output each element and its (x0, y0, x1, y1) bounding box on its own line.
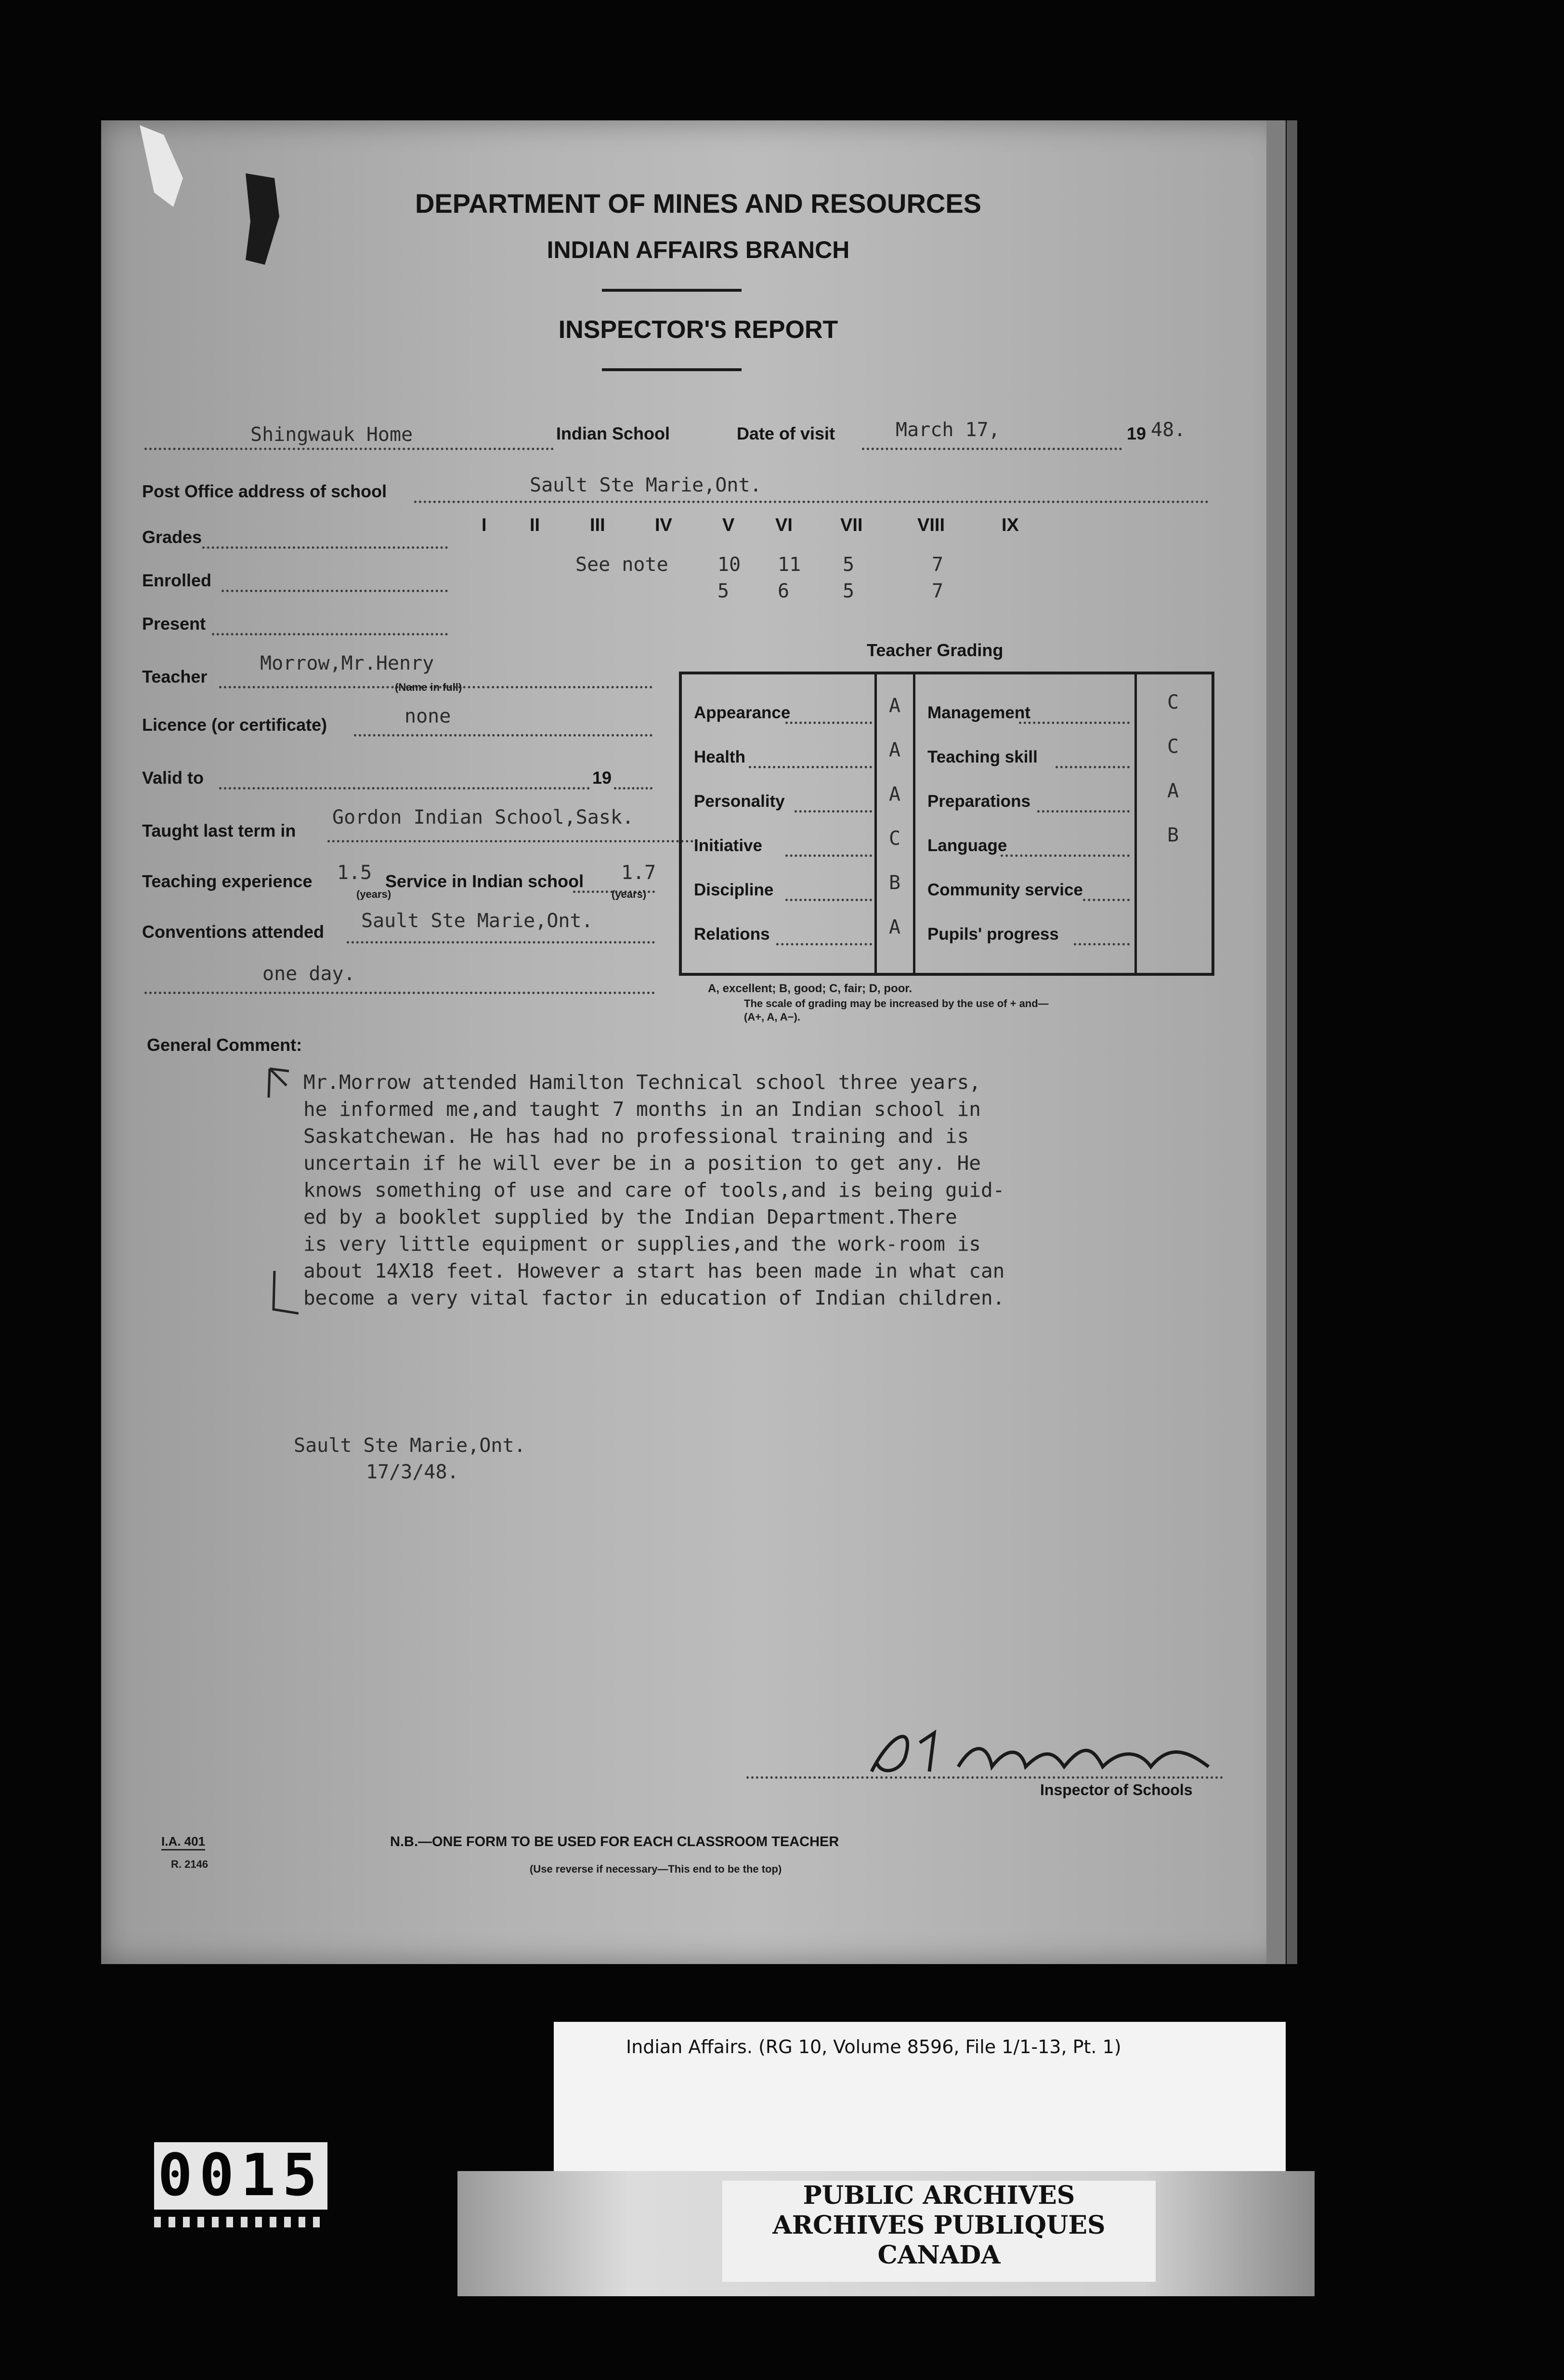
year-prefix: 19 (1127, 424, 1147, 443)
teacher-grading-table (679, 672, 1214, 976)
date-line-bottom: 17/3/48. (366, 1461, 459, 1483)
grading-label: Teaching skill (927, 748, 1038, 766)
grade-value: 5 (717, 580, 730, 602)
stamp-line: PUBLIC ARCHIVES (803, 2181, 1075, 2210)
licence-label: Licence (or certificate) (142, 715, 327, 735)
teaching-experience-label: Teaching experience (142, 871, 313, 891)
grading-value: B (1167, 824, 1179, 846)
heading-rule (602, 289, 742, 292)
post-office-label: Post Office address of school (142, 481, 387, 501)
grading-value: A (888, 916, 901, 938)
grade-header: VIII (917, 515, 945, 535)
grading-label: Preparations (927, 792, 1030, 811)
general-comment-label: General Comment: (147, 1035, 302, 1055)
school-name-value: Shingwauk Home (250, 424, 413, 446)
grading-dots (785, 722, 872, 724)
signature-line (746, 1776, 1223, 1779)
grading-label: Personality (694, 792, 785, 811)
grading-label: Discipline (694, 880, 774, 899)
present-label: Present (142, 614, 206, 634)
year-value: 48. (1151, 419, 1186, 441)
taught-last-term-value: Gordon Indian School,Sask. (332, 806, 634, 828)
comment-line: ed by a booklet supplied by the Indian Department.There (303, 1205, 957, 1229)
inspector-title: Inspector of Schools (1040, 1781, 1193, 1798)
valid-to-label: Valid to (142, 768, 204, 788)
report-title: INSPECTOR'S REPORT (558, 316, 838, 344)
grade-header: III (590, 515, 605, 535)
comment-line: about 14X18 feet. However a start has been made in what can (303, 1259, 1005, 1282)
grading-dots (1056, 766, 1130, 768)
grade-value: 5 (843, 554, 855, 576)
taught-line (327, 840, 693, 842)
comment-line: Saskatchewan. He has had no professional training and is (303, 1125, 969, 1148)
grade-header: I (482, 515, 487, 535)
comment-line: is very little equipment or supplies,and the work-room is (303, 1232, 981, 1255)
enrolled-line (222, 590, 448, 592)
grading-scale-note-2: (A+, A, A−). (744, 1011, 800, 1023)
date-of-visit-value: March 17, (896, 419, 1000, 441)
general-comment-text (303, 1069, 1242, 1311)
grading-value: A (888, 783, 901, 805)
grading-scale: A, excellent; B, good; C, fair; D, poor. (708, 982, 912, 995)
grade-header: IX (1002, 515, 1019, 535)
experience-years-label: (years) (356, 888, 391, 900)
valid-to-year: 19 (592, 768, 612, 788)
date-line (862, 448, 1122, 450)
licence-value: none (404, 705, 451, 727)
grade-value: 6 (778, 580, 790, 602)
stamp-line: ARCHIVES PUBLIQUES (772, 2211, 1106, 2240)
licence-line (354, 734, 652, 737)
department-heading: DEPARTMENT OF MINES AND RESOURCES (415, 188, 982, 219)
form-number: I.A. 401 (161, 1834, 205, 1850)
frame-number: 0015 (154, 2142, 327, 2210)
archive-citation: Indian Affairs. (RG 10, Volume 8596, File 1/1-13, Pt. 1) (626, 2036, 1121, 2057)
grading-value: A (888, 695, 901, 717)
comment-line: he informed me,and taught 7 months in an Indian school in (303, 1098, 981, 1121)
grading-dots (776, 943, 872, 945)
footer-note: N.B.—ONE FORM TO BE USED FOR EACH CLASSROOM TEACHER (390, 1834, 839, 1850)
comment-line: knows something of use and care of tools,and is being guid- (303, 1178, 1005, 1202)
grade-value: 7 (932, 554, 944, 576)
stamp-line: CANADA (877, 2240, 1001, 2270)
grading-value: A (1167, 780, 1179, 802)
comment-line: become a very vital factor in education of Indian children. (303, 1286, 1005, 1309)
service-years-label: (years) (612, 888, 647, 900)
post-office-line (414, 501, 1209, 503)
school-name-line (144, 448, 554, 450)
valid-to-line (614, 787, 652, 789)
grading-dots (785, 854, 872, 857)
grading-label: Relations (694, 925, 770, 944)
teacher-name-value: Morrow,Mr.Henry (260, 652, 434, 674)
grading-label: Management (927, 703, 1030, 722)
grade-header: V (722, 515, 735, 535)
page-edge (1266, 120, 1286, 1964)
place-line: Sault Ste Marie,Ont. (294, 1435, 526, 1457)
conventions-value-2: one day. (262, 963, 355, 985)
grade-value: 5 (843, 580, 855, 602)
grade-value: 7 (932, 580, 944, 602)
grade-header: VI (775, 515, 793, 535)
grading-value: B (888, 872, 901, 894)
conventions-line-2 (144, 992, 655, 994)
teaching-experience-value: 1.5 (337, 862, 372, 884)
taught-last-term-label: Taught last term in (142, 821, 296, 841)
heading-rule (602, 368, 742, 371)
grade-value: 11 (778, 554, 801, 576)
conventions-value: Sault Ste Marie,Ont. (361, 910, 593, 932)
archive-citation-card (554, 2022, 1286, 2181)
grading-dots (749, 766, 872, 768)
inspector-signature (862, 1714, 1238, 1786)
comment-line: uncertain if he will ever be in a position to get any. He (303, 1151, 981, 1175)
comment-line: Mr.Morrow attended Hamilton Technical school three years, (303, 1071, 981, 1094)
branch-heading: INDIAN AFFAIRS BRANCH (547, 236, 850, 263)
grading-label: Language (927, 836, 1007, 855)
grading-dots (1074, 943, 1130, 945)
grading-dots (1037, 810, 1130, 813)
date-of-visit-label: Date of visit (737, 424, 835, 443)
see-note: See note (575, 554, 668, 576)
grade-header: IV (655, 515, 672, 535)
grading-label: Appearance (694, 703, 791, 722)
post-office-value: Sault Ste Marie,Ont. (530, 474, 762, 496)
grading-value: C (1167, 691, 1179, 713)
service-label: Service in Indian school (385, 871, 584, 891)
grading-dots (795, 810, 872, 813)
enrolled-label: Enrolled (142, 570, 212, 590)
grade-header: VII (840, 515, 863, 535)
film-sprocket (154, 2217, 327, 2227)
valid-to-line (219, 787, 590, 789)
bracket-marks (260, 1064, 299, 1333)
grading-dots (1019, 722, 1130, 724)
grade-header: II (530, 515, 540, 535)
teacher-grading-title: Teacher Grading (867, 640, 1004, 660)
form-sub-number: R. 2146 (171, 1858, 209, 1870)
present-line (212, 633, 448, 635)
grading-label: Pupils' progress (927, 925, 1059, 944)
grading-label: Initiative (694, 836, 762, 855)
teacher-name-sub: (Name in full) (395, 681, 462, 693)
grades-line (202, 546, 448, 549)
conventions-line (347, 941, 655, 944)
teacher-label: Teacher (142, 667, 208, 686)
grading-dots (1001, 854, 1130, 857)
page-edge (1287, 120, 1297, 1964)
footer-note-2: (Use reverse if necessary—This end to be the top) (530, 1863, 782, 1875)
grading-scale-note: The scale of grading may be increased by the use of + and— (744, 997, 1049, 1009)
grading-dots (1083, 899, 1130, 901)
grades-label: Grades (142, 527, 202, 547)
school-type-label: Indian School (556, 424, 670, 443)
grading-label: Community service (927, 880, 1083, 899)
grading-value: C (1167, 736, 1179, 758)
conventions-label: Conventions attended (142, 922, 325, 942)
grading-label: Health (694, 748, 745, 766)
grading-dots (785, 899, 872, 901)
grading-value: A (888, 739, 901, 761)
service-value: 1.7 (621, 862, 656, 884)
grade-value: 10 (717, 554, 741, 576)
archive-stamp (722, 2181, 1156, 2282)
grading-value: C (888, 828, 901, 850)
